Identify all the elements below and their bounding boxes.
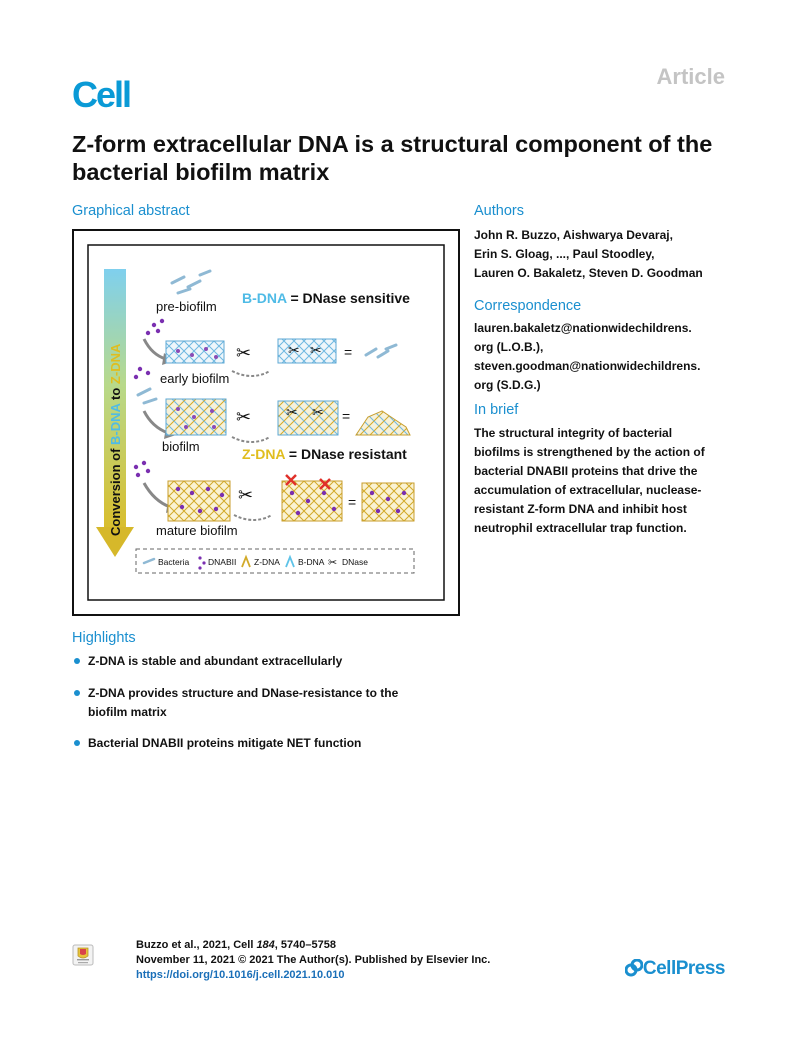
authors-heading: Authors xyxy=(474,203,524,219)
correspondence-emails[interactable]: lauren.bakaletz@nationwidechildrens. org (L.O.B.), steven.goodman@nationwidechildrens. org (S.D.G.) xyxy=(474,321,701,392)
highlight-item: Z-DNA provides structure and DNase-resistance to the biofilm matrix xyxy=(72,684,398,722)
stage-label-early: early biofilm xyxy=(160,371,230,386)
correspondence-heading: Correspondence xyxy=(474,298,582,314)
highlight-item: Z-DNA is stable and abundant extracellularly xyxy=(72,652,342,671)
stage-label-mature: mature biofilm xyxy=(156,523,238,538)
cellpress-logo: CellPress xyxy=(625,958,725,980)
biofilm-block-mature-cut xyxy=(282,481,342,521)
legend-zdna: Z-DNA xyxy=(254,557,280,567)
scissors-icon: ✂ xyxy=(236,343,252,363)
stage-label-biofilm: biofilm xyxy=(162,439,200,454)
article-type-label: Article xyxy=(656,64,725,89)
in-brief-text: The structural integrity of bacterial biofilms is strengthened by the action of bacterial DNABII proteins that drive the accumulation of extracellular, nuclease- resistant Z-form DNA and inhibit host neutrophil extracellular trap function. xyxy=(474,426,705,535)
svg-text:=: = xyxy=(344,344,353,360)
legend-bacteria: Bacteria xyxy=(158,557,190,567)
bullet-icon xyxy=(74,658,80,664)
bdna-sensitive-label: B-DNA = DNase sensitive xyxy=(242,290,410,306)
legend-bdna: B-DNA xyxy=(298,557,325,567)
scissors-icon: ✂ xyxy=(286,404,298,420)
scissors-icon: ✂ xyxy=(288,342,300,358)
zdna-resistant-label: Z-DNA = DNase resistant xyxy=(242,446,407,462)
scissors-icon: ✂ xyxy=(312,404,324,420)
cellpress-mark-icon xyxy=(625,959,643,977)
graphical-abstract-heading: Graphical abstract xyxy=(72,203,190,219)
bullet-icon xyxy=(74,690,80,696)
journal-logo: Cell xyxy=(72,74,131,115)
graphical-abstract-figure xyxy=(72,229,460,616)
svg-text:=: = xyxy=(342,408,351,424)
legend-dnase: DNase xyxy=(342,557,368,567)
biofilm-block-mature-result xyxy=(362,483,414,521)
biofilm-block-early-cut xyxy=(278,339,336,363)
graphical-abstract-svg xyxy=(74,231,458,614)
stage-label-pre: pre-biofilm xyxy=(156,299,217,314)
highlight-item: Bacterial DNABII proteins mitigate NET function xyxy=(72,734,361,753)
scissors-icon: ✂ xyxy=(310,342,322,358)
citation: Buzzo et al., 2021, Cell 184, 5740–5758 November 11, 2021 © 2021 The Author(s). Published by Elsevier Inc. https://doi.org/10.1016/j.cell.2021.10.010 xyxy=(136,939,491,981)
svg-text:=: = xyxy=(348,494,357,510)
check-for-updates-icon[interactable] xyxy=(72,944,94,966)
doi-link[interactable]: https://doi.org/10.1016/j.cell.2021.10.010 xyxy=(136,969,345,981)
biofilm-block-early xyxy=(166,341,224,363)
scissors-icon: ✂ xyxy=(328,557,338,569)
conversion-label: Conversion of B-DNA to Z-DNA xyxy=(108,343,123,536)
in-brief-heading: In brief xyxy=(474,402,519,418)
author-list: John R. Buzzo, Aishwarya Devaraj, Erin S. Gloag, ..., Paul Stoodley, Lauren O. Bakaletz, Steven D. Goodman xyxy=(474,228,703,280)
legend-dnabii: DNABII xyxy=(208,557,237,567)
bullet-icon xyxy=(74,740,80,746)
scissors-icon: ✂ xyxy=(236,407,252,427)
article-title: Z-form extracellular DNA is a structural component of the bacterial biofilm matrix xyxy=(72,131,713,185)
scissors-icon: ✂ xyxy=(238,485,254,505)
highlights-heading: Highlights xyxy=(72,630,136,646)
